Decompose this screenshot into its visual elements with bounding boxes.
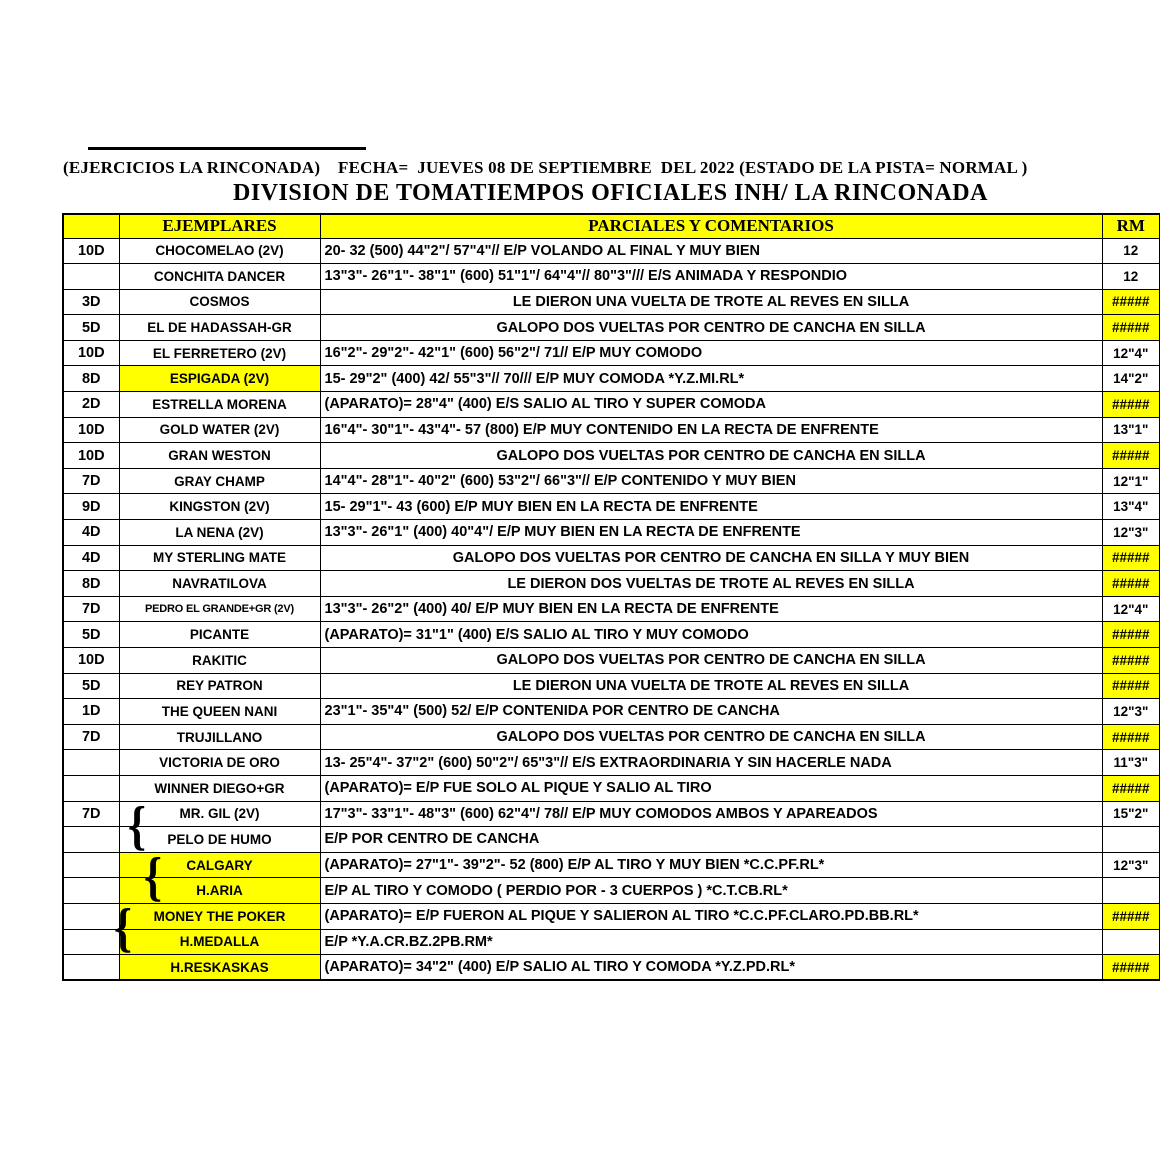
comment-cell: E/P *Y.A.CR.BZ.2PB.RM* xyxy=(320,929,1102,955)
rm-cell: ##### xyxy=(1102,315,1160,341)
rm-cell xyxy=(1102,929,1160,955)
day-cell xyxy=(63,852,119,878)
horse-name-cell: ESPIGADA (2V) xyxy=(119,366,320,392)
horse-name-cell: WINNER DIEGO+GR xyxy=(119,775,320,801)
day-cell xyxy=(63,775,119,801)
comment-cell: (APARATO)= 34"2" (400) E/P SALIO AL TIRO Y COMODA *Y.Z.PD.RL* xyxy=(320,955,1102,981)
pair-bracket-money: { xyxy=(113,897,133,958)
rm-cell: ##### xyxy=(1102,443,1160,469)
comment-cell: 14"4"- 28"1"- 40"2" (600) 53"2"/ 66"3"// E/P CONTENIDO Y MUY BIEN xyxy=(320,468,1102,494)
comment-cell: 16"4"- 30"1"- 43"4"- 57 (800) E/P MUY CONTENIDO EN LA RECTA DE ENFRENTE xyxy=(320,417,1102,443)
rm-cell: ##### xyxy=(1102,571,1160,597)
day-cell: 7D xyxy=(63,596,119,622)
horse-name-cell: TRUJILLANO xyxy=(119,724,320,750)
rm-cell xyxy=(1102,827,1160,853)
rm-cell: 12 xyxy=(1102,238,1160,264)
rm-cell: ##### xyxy=(1102,289,1160,315)
day-cell: 10D xyxy=(63,417,119,443)
day-cell: 10D xyxy=(63,238,119,264)
rm-cell: 14"2" xyxy=(1102,366,1160,392)
table-header xyxy=(63,214,1160,238)
comment-cell: 20- 32 (500) 44"2"/ 57"4"// E/P VOLANDO AL FINAL Y MUY BIEN xyxy=(320,238,1102,264)
rm-cell: ##### xyxy=(1102,955,1160,981)
table-row xyxy=(63,494,1160,520)
day-cell: 4D xyxy=(63,545,119,571)
day-cell: 7D xyxy=(63,801,119,827)
horse-name-cell: H.RESKASKAS xyxy=(119,955,320,981)
horse-name-cell: EL DE HADASSAH-GR xyxy=(119,315,320,341)
column-header-ejemplares: EJEMPLARES xyxy=(119,214,320,238)
day-cell: 8D xyxy=(63,366,119,392)
day-cell: 2D xyxy=(63,392,119,418)
rm-cell: 13"4" xyxy=(1102,494,1160,520)
comment-cell: (APARATO)= E/P FUERON AL PIQUE Y SALIERON AL TIRO *C.C.PF.CLARO.PD.BB.RL* xyxy=(320,903,1102,929)
comment-cell: (APARATO)= E/P FUE SOLO AL PIQUE Y SALIO AL TIRO xyxy=(320,775,1102,801)
comment-cell: 13"3"- 26"1"- 38"1" (600) 51"1"/ 64"4"// 80"3"/// E/S ANIMADA Y RESPONDIO xyxy=(320,264,1102,290)
table-row xyxy=(63,673,1160,699)
day-cell: 5D xyxy=(63,673,119,699)
column-header-rm: RM xyxy=(1102,214,1160,238)
table-row xyxy=(63,315,1160,341)
tomatiempos-table xyxy=(62,213,1160,981)
table-row xyxy=(63,596,1160,622)
column-header-parciales: PARCIALES Y COMENTARIOS xyxy=(320,214,1102,238)
rm-cell: ##### xyxy=(1102,673,1160,699)
horse-name-cell: MY STERLING MATE xyxy=(119,545,320,571)
comment-cell: LE DIERON DOS VUELTAS DE TROTE AL REVES EN SILLA xyxy=(320,571,1102,597)
top-divider-line xyxy=(88,147,366,150)
table-row xyxy=(63,955,1160,981)
day-cell xyxy=(63,929,119,955)
comment-cell: 13- 25"4"- 37"2" (600) 50"2"/ 65"3"// E/S EXTRAORDINARIA Y SIN HACERLE NADA xyxy=(320,750,1102,776)
horse-name-cell: LA NENA (2V) xyxy=(119,520,320,546)
page-title: DIVISION DE TOMATIEMPOS OFICIALES INH/ LA RINCONADA xyxy=(233,180,988,206)
rm-cell: 12"3" xyxy=(1102,520,1160,546)
rm-cell xyxy=(1102,878,1160,904)
table-row xyxy=(63,929,1160,955)
comment-cell: 15- 29"1"- 43 (600) E/P MUY BIEN EN LA RECTA DE ENFRENTE xyxy=(320,494,1102,520)
day-cell: 1D xyxy=(63,699,119,725)
table-row xyxy=(63,571,1160,597)
horse-name-cell: GRAN WESTON xyxy=(119,443,320,469)
rm-cell: ##### xyxy=(1102,775,1160,801)
comment-cell: 23"1"- 35"4" (500) 52/ E/P CONTENIDA POR CENTRO DE CANCHA xyxy=(320,699,1102,725)
comment-cell: (APARATO)= 27"1"- 39"2"- 52 (800) E/P AL TIRO Y MUY BIEN *C.C.PF.RL* xyxy=(320,852,1102,878)
rm-cell: ##### xyxy=(1102,622,1160,648)
comment-cell: E/P POR CENTRO DE CANCHA xyxy=(320,827,1102,853)
horse-name-cell: VICTORIA DE ORO xyxy=(119,750,320,776)
day-cell xyxy=(63,827,119,853)
day-cell: 10D xyxy=(63,648,119,674)
horse-name-cell: RAKITIC xyxy=(119,648,320,674)
horse-name-cell: CALGARY xyxy=(119,852,320,878)
table-row xyxy=(63,801,1160,827)
day-cell xyxy=(63,903,119,929)
table-row xyxy=(63,545,1160,571)
table-row xyxy=(63,827,1160,853)
horse-name-cell: H.MEDALLA xyxy=(119,929,320,955)
rm-cell: 12 xyxy=(1102,264,1160,290)
day-cell: 4D xyxy=(63,520,119,546)
day-cell: 7D xyxy=(63,468,119,494)
table-row xyxy=(63,699,1160,725)
report-info-line: (EJERCICIOS LA RINCONADA) FECHA= JUEVES 08 DE SEPTIEMBRE DEL 2022 (ESTADO DE LA PISTA= NORMAL ) xyxy=(63,158,1028,177)
horse-name-cell: GOLD WATER (2V) xyxy=(119,417,320,443)
horse-name-cell: H.ARIA xyxy=(119,878,320,904)
horse-name-cell: PICANTE xyxy=(119,622,320,648)
rm-cell: ##### xyxy=(1102,724,1160,750)
comment-cell: (APARATO)= 31"1" (400) E/S SALIO AL TIRO Y MUY COMODO xyxy=(320,622,1102,648)
horse-name-cell: EL FERRETERO (2V) xyxy=(119,340,320,366)
day-cell xyxy=(63,878,119,904)
comment-cell: GALOPO DOS VUELTAS POR CENTRO DE CANCHA EN SILLA Y MUY BIEN xyxy=(320,545,1102,571)
horse-name-cell: COSMOS xyxy=(119,289,320,315)
table-header-row xyxy=(63,214,1160,238)
comment-cell: GALOPO DOS VUELTAS POR CENTRO DE CANCHA EN SILLA xyxy=(320,315,1102,341)
horse-name-cell: PEDRO EL GRANDE+GR (2V) xyxy=(119,596,320,622)
rm-cell: ##### xyxy=(1102,903,1160,929)
day-cell: 10D xyxy=(63,443,119,469)
horse-name-cell: PELO DE HUMO xyxy=(119,827,320,853)
table-row xyxy=(63,366,1160,392)
table-row xyxy=(63,750,1160,776)
horse-name-cell: MR. GIL (2V) xyxy=(119,801,320,827)
table-row xyxy=(63,903,1160,929)
table-row xyxy=(63,289,1160,315)
table-row xyxy=(63,648,1160,674)
rm-cell: 12"1" xyxy=(1102,468,1160,494)
table-row xyxy=(63,724,1160,750)
day-cell: 5D xyxy=(63,622,119,648)
comment-cell: E/P AL TIRO Y COMODO ( PERDIO POR - 3 CUERPOS ) *C.T.CB.RL* xyxy=(320,878,1102,904)
table-row xyxy=(63,340,1160,366)
table-row xyxy=(63,443,1160,469)
day-cell xyxy=(63,955,119,981)
day-cell xyxy=(63,750,119,776)
pair-bracket-mr-gil: { xyxy=(127,795,147,856)
table-row xyxy=(63,392,1160,418)
horse-name-cell: MONEY THE POKER xyxy=(119,903,320,929)
table-row xyxy=(63,622,1160,648)
horse-name-cell: THE QUEEN NANI xyxy=(119,699,320,725)
rm-cell: 12"3" xyxy=(1102,699,1160,725)
comment-cell: (APARATO)= 28"4" (400) E/S SALIO AL TIRO Y SUPER COMODA xyxy=(320,392,1102,418)
day-cell: 3D xyxy=(63,289,119,315)
rm-cell: 12"4" xyxy=(1102,340,1160,366)
day-cell: 10D xyxy=(63,340,119,366)
comment-cell: 13"3"- 26"1" (400) 40"4"/ E/P MUY BIEN EN LA RECTA DE ENFRENTE xyxy=(320,520,1102,546)
comment-cell: 17"3"- 33"1"- 48"3" (600) 62"4"/ 78// E/P MUY COMODOS AMBOS Y APAREADOS xyxy=(320,801,1102,827)
rm-cell: ##### xyxy=(1102,648,1160,674)
rm-cell: ##### xyxy=(1102,545,1160,571)
horse-name-cell: REY PATRON xyxy=(119,673,320,699)
comment-cell: GALOPO DOS VUELTAS POR CENTRO DE CANCHA EN SILLA xyxy=(320,648,1102,674)
comment-cell: GALOPO DOS VUELTAS POR CENTRO DE CANCHA EN SILLA xyxy=(320,724,1102,750)
table-row xyxy=(63,775,1160,801)
day-cell: 5D xyxy=(63,315,119,341)
comment-cell: LE DIERON UNA VUELTA DE TROTE AL REVES EN SILLA xyxy=(320,673,1102,699)
horse-name-cell: NAVRATILOVA xyxy=(119,571,320,597)
table-row xyxy=(63,238,1160,264)
comment-cell: 13"3"- 26"2" (400) 40/ E/P MUY BIEN EN LA RECTA DE ENFRENTE xyxy=(320,596,1102,622)
horse-name-cell: ESTRELLA MORENA xyxy=(119,392,320,418)
day-cell xyxy=(63,264,119,290)
rm-cell: 12"4" xyxy=(1102,596,1160,622)
rm-cell: ##### xyxy=(1102,392,1160,418)
day-cell: 9D xyxy=(63,494,119,520)
pair-bracket-calgary: { xyxy=(143,846,163,907)
rm-cell: 12"3" xyxy=(1102,852,1160,878)
horse-name-cell: KINGSTON (2V) xyxy=(119,494,320,520)
comment-cell: LE DIERON UNA VUELTA DE TROTE AL REVES EN SILLA xyxy=(320,289,1102,315)
horse-name-cell: CHOCOMELAO (2V) xyxy=(119,238,320,264)
table-row xyxy=(63,852,1160,878)
day-cell: 7D xyxy=(63,724,119,750)
table-row xyxy=(63,878,1160,904)
rm-cell: 11"3" xyxy=(1102,750,1160,776)
comment-cell: GALOPO DOS VUELTAS POR CENTRO DE CANCHA EN SILLA xyxy=(320,443,1102,469)
table-row xyxy=(63,520,1160,546)
table-body xyxy=(63,238,1160,980)
column-header-day xyxy=(63,214,119,238)
table-row xyxy=(63,417,1160,443)
horse-name-cell: GRAY CHAMP xyxy=(119,468,320,494)
comment-cell: 16"2"- 29"2"- 42"1" (600) 56"2"/ 71// E/P MUY COMODO xyxy=(320,340,1102,366)
rm-cell: 15"2" xyxy=(1102,801,1160,827)
horse-name-cell: CONCHITA DANCER xyxy=(119,264,320,290)
table-row xyxy=(63,264,1160,290)
rm-cell: 13"1" xyxy=(1102,417,1160,443)
comment-cell: 15- 29"2" (400) 42/ 55"3"// 70/// E/P MUY COMODA *Y.Z.MI.RL* xyxy=(320,366,1102,392)
table-row xyxy=(63,468,1160,494)
day-cell: 8D xyxy=(63,571,119,597)
